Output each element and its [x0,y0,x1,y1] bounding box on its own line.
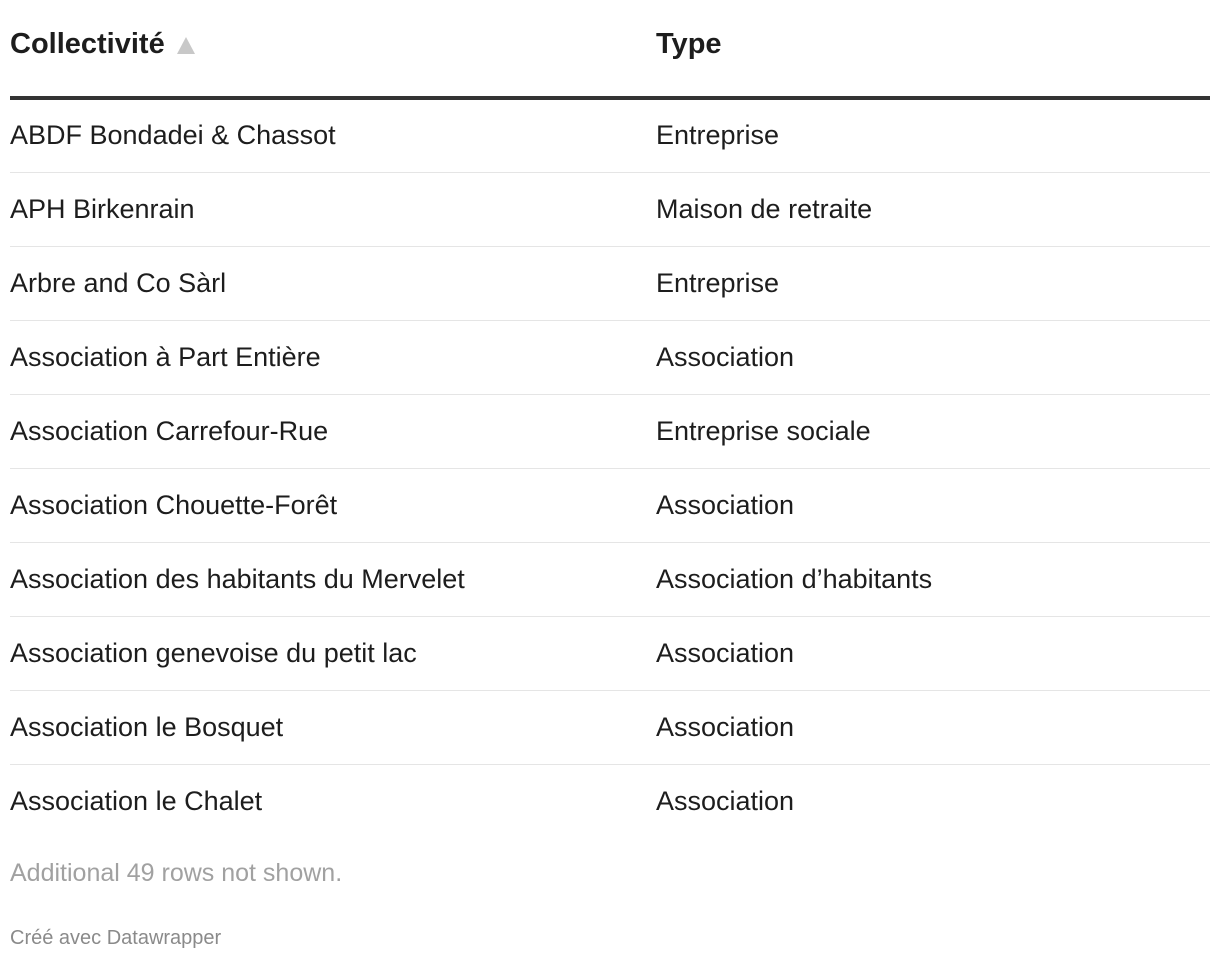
cell-collectivite: Association à Part Entière [10,320,656,394]
cell-collectivite: Association le Chalet [10,785,263,816]
datawrapper-table-widget [10,0,1210,950]
cell-collectivite: ABDF Bondadei & Chassot [10,98,656,172]
cell-type: Entreprise [656,246,1210,320]
table-row [10,764,1210,838]
cell-collectivite: Association Chouette-Forêt [10,468,656,542]
table-row [10,394,1210,468]
table-row [10,616,1210,690]
cell-collectivite: Association genevoise du petit lac [10,616,656,690]
column-header-collectivite[interactable] [10,0,656,98]
cell-type: Association d’habitants [656,542,1210,616]
cell-collectivite: Association le Bosquet [10,690,656,764]
datawrapper-credit: Créé avec Datawrapper [10,927,222,949]
cell-type: Entreprise sociale [656,394,1210,468]
column-header-label: Type [656,28,722,60]
table-row [10,468,1210,542]
cell-collectivite: Association des habitants du Mervelet [10,542,656,616]
cell-type: Association [656,616,1210,690]
cell-type: Entreprise [656,98,1210,172]
cell-type: Association [656,690,1210,764]
sort-button-type[interactable] [656,30,722,59]
cell-collectivite: Association Carrefour-Rue [10,394,656,468]
cell-type: Association [656,320,1210,394]
table-header [10,0,1210,98]
table-row [10,542,1210,616]
table-row [10,246,1210,320]
data-table [10,0,1210,838]
sort-ascending-icon[interactable] [177,37,195,54]
table-row [10,690,1210,764]
table-row [10,98,1210,172]
header-row [10,0,1210,98]
cell-collectivite: APH Birkenrain [10,172,656,246]
cell-collectivite: Arbre and Co Sàrl [10,246,656,320]
table-body [10,98,1210,838]
table-row [10,320,1210,394]
hidden-rows-note: Additional 49 rows not shown. [10,859,343,887]
cell-type: Maison de retraite [656,172,1210,246]
table-row [10,172,1210,246]
cell-type: Association [656,785,795,816]
column-header-type[interactable] [656,0,1210,98]
sort-button-collectivite[interactable] [10,30,195,59]
cell-type: Association [656,468,1210,542]
column-header-label: Collectivité [10,28,165,60]
